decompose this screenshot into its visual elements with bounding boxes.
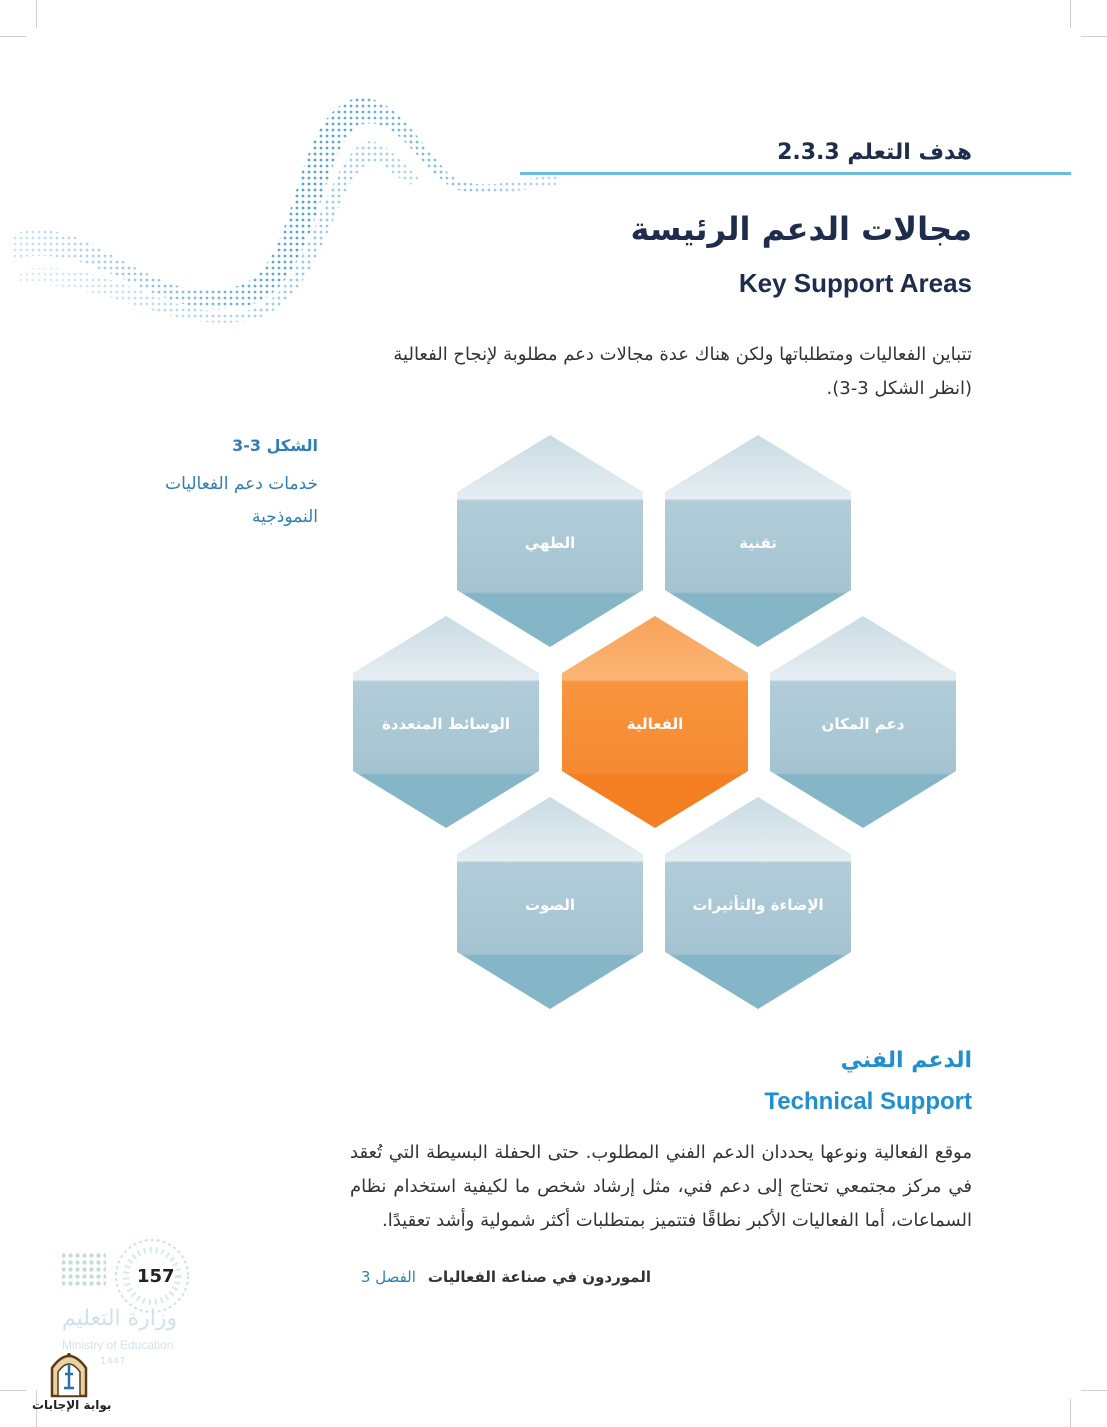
figure-caption-line-2: النموذجية: [252, 507, 318, 527]
hexagon-mid-left: [353, 616, 539, 828]
crop-mark: [0, 1390, 26, 1391]
hexagon-top-left: [457, 435, 643, 647]
page-title-english: Key Support Areas: [738, 268, 972, 298]
hexagon-top-right: [665, 435, 851, 647]
learning-goal: هدف التعلم 2.3.3: [777, 140, 972, 165]
ministry-year: 1447: [100, 1356, 126, 1367]
section-title-english: Technical Support: [764, 1088, 972, 1115]
hexagon-label: الفعالية: [626, 715, 684, 733]
goal-divider: [520, 172, 1071, 175]
crop-mark: [36, 0, 37, 28]
hexagon-label: الإضاءة والتأثيرات: [692, 896, 824, 914]
intro-line-2: (انظر الشكل 3-3).: [826, 378, 972, 399]
support-areas-diagram: [340, 430, 970, 1020]
footer-chapter-title: الموردون في صناعة الفعاليات: [427, 1268, 651, 1286]
page-footer: [361, 1268, 651, 1286]
crop-mark: [1081, 1390, 1107, 1391]
crop-mark: [1070, 0, 1071, 28]
crop-mark: [1081, 36, 1107, 37]
hexagon-label: الصوت: [524, 896, 576, 914]
page-number: 157: [137, 1266, 175, 1287]
hexagon-center: [562, 616, 748, 828]
footer-chapter: الفصل 3: [360, 1268, 416, 1286]
hexagon-label: الطهي: [524, 534, 576, 552]
hexagon-label: تقنية: [739, 534, 777, 552]
figure-caption: [118, 468, 318, 534]
page-title-arabic: مجالات الدعم الرئيسة: [630, 210, 972, 248]
crop-mark: [0, 36, 26, 37]
portal-logo-icon: [46, 1348, 92, 1398]
figure-caption-line-1: خدمات دعم الفعاليات: [165, 474, 318, 494]
portal-watermark-text: بوابة الإجابات: [32, 1398, 112, 1412]
ministry-name-english: Ministry of Education: [62, 1338, 174, 1352]
section-title-arabic: الدعم الفني: [840, 1048, 972, 1073]
dotted-wave-decoration: [0, 85, 560, 325]
intro-line-1: تتباين الفعاليات ومتطلباتها ولكن هناك عدة مجالات دعم مطلوبة لإنجاح الفعالية: [393, 344, 972, 365]
intro-paragraph: [332, 338, 972, 406]
figure-number: الشكل 3-3: [232, 436, 318, 455]
hexagon-bottom-left: [457, 797, 643, 1009]
crop-mark: [1070, 1399, 1071, 1427]
hexagon-label: الوسائط المتعددة: [381, 715, 511, 733]
hexagon-mid-right: [770, 616, 956, 828]
section-paragraph: موقع الفعالية ونوعها يحددان الدعم الفني المطلوب. حتى الحفلة البسيطة التي تُعقد في مركز مجتمعي تحتاج إلى دعم فني، مثل إرشاد شخص ما لكيفية استخدام نظام السماعات، أما الفعاليات الأكبر نطاقًا فتتميز بمتطلبات أكثر شمولية وأشد تعقيدًا.: [350, 1142, 972, 1231]
ministry-name-arabic: وزارة التعليم: [62, 1306, 178, 1331]
ministry-logo-mark: [60, 1238, 200, 1316]
hexagon-bottom-right: [665, 797, 851, 1009]
hexagon-label: دعم المكان: [821, 715, 905, 733]
